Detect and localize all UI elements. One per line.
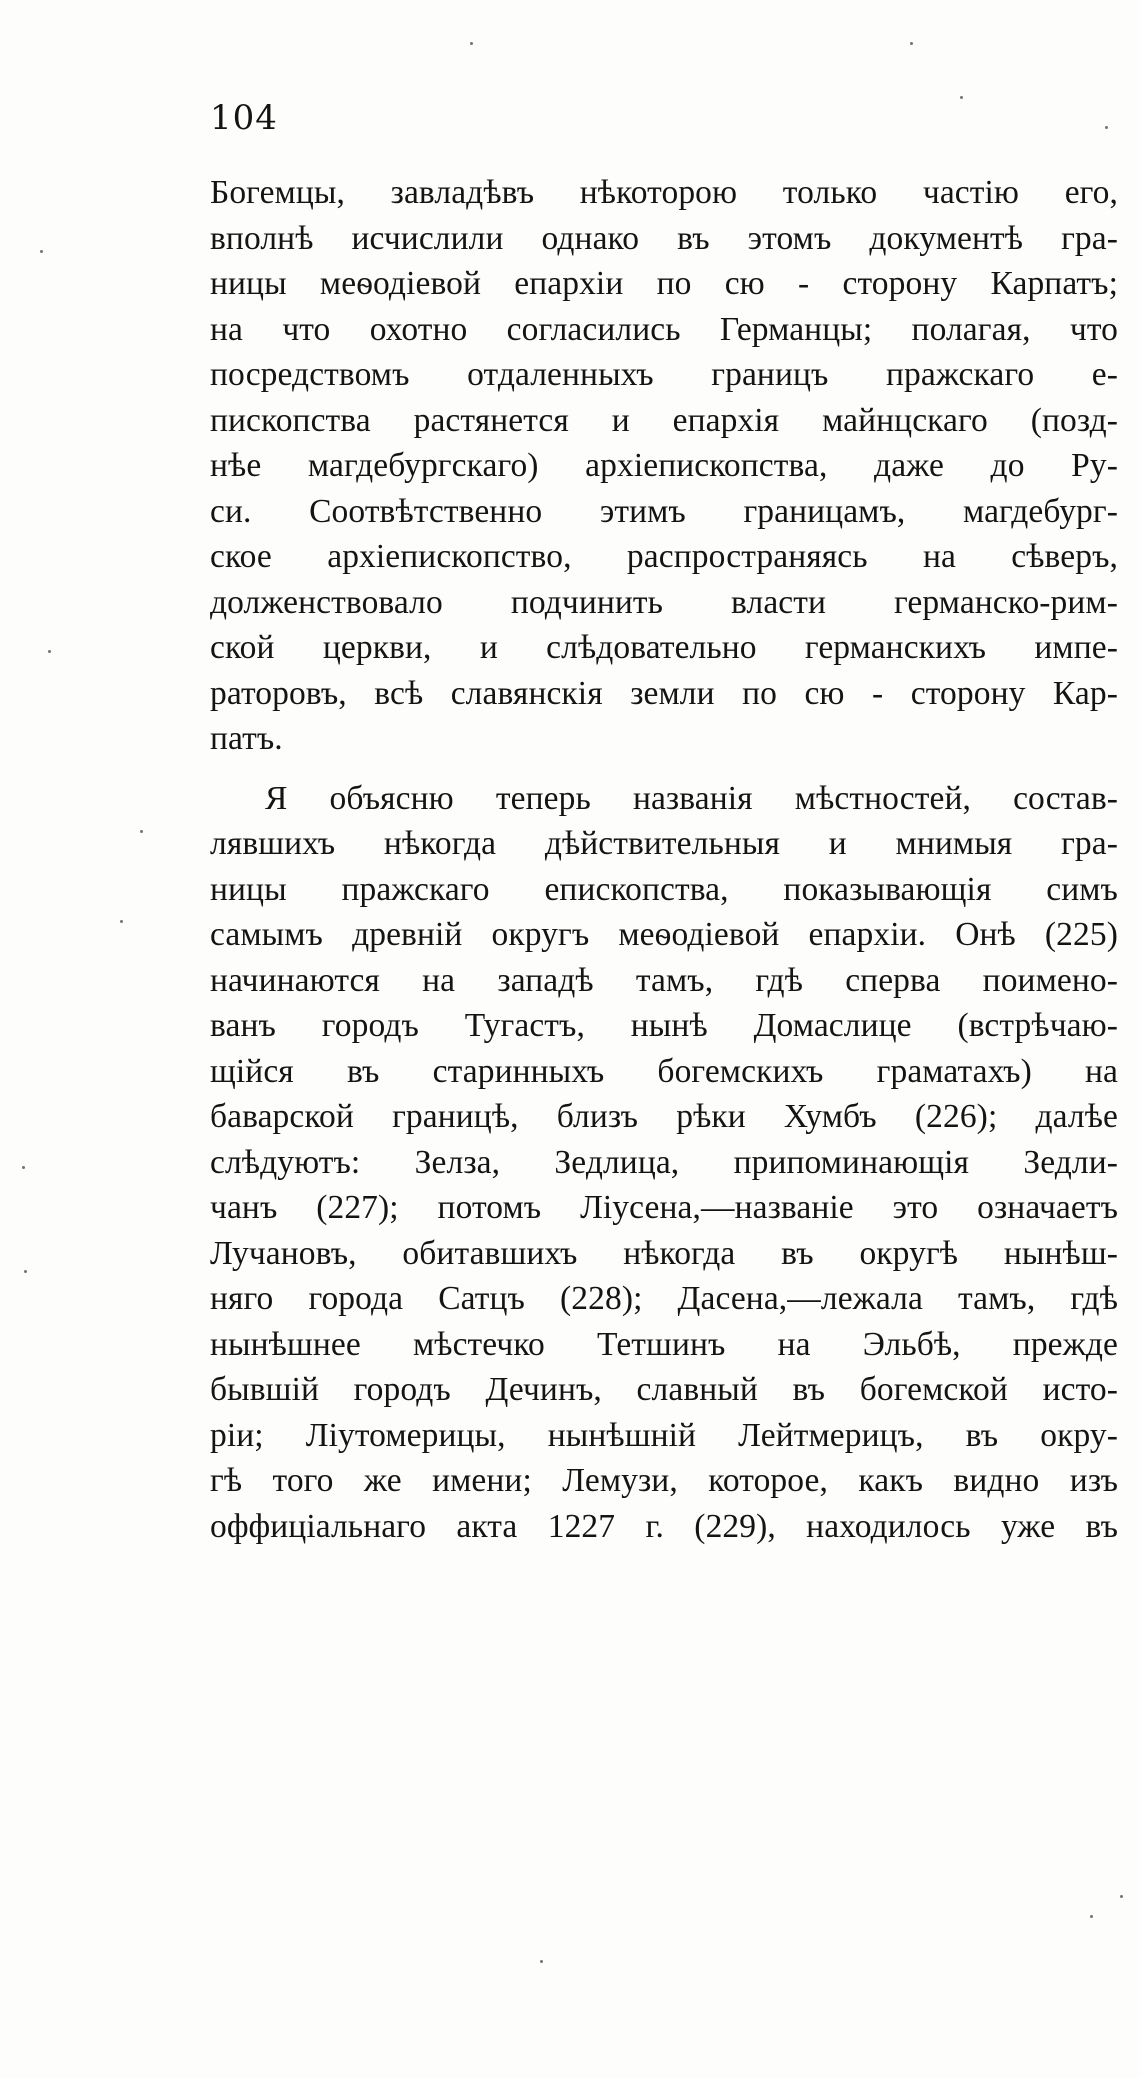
scan-speck — [120, 920, 123, 923]
scan-speck — [960, 96, 963, 99]
text-line: си. Соотвѣтственно этимъ границамъ, магдебург- — [210, 492, 1118, 530]
text-line: Богемцы, завладѣвъ нѣкоторою только частію его, — [210, 174, 1118, 211]
scan-speck — [1120, 1895, 1123, 1898]
scan-speck — [22, 1166, 25, 1169]
text-line: на что охотно согласились Германцы; полагая, что — [210, 310, 1118, 348]
scan-speck — [40, 250, 43, 253]
text-line: няго города Сатцъ (228); Дасена,—лежала тамъ, гдѣ — [210, 1280, 1118, 1317]
paragraph-1 — [210, 170, 1118, 762]
text-line: щійся въ старинныхъ богемскихъ граматахъ) на — [210, 1052, 1118, 1090]
scan-speck — [910, 42, 913, 45]
text-line: бывшій городъ Дечинъ, славный въ богемской исто- — [210, 1371, 1118, 1408]
text-line: лявшихъ нѣкогда дѣйствительныя и мнимыя гра- — [210, 825, 1118, 862]
text-line: гѣ того же имени; Лемузи, которое, какъ видно изъ — [210, 1462, 1118, 1499]
text-line: ріи; Ліутомерицы, нынѣшній Лейтмерицъ, въ окру- — [210, 1416, 1118, 1454]
text-line: баварской границѣ, близъ рѣки Хумбъ (226); далѣе — [210, 1098, 1118, 1135]
scan-speck — [470, 42, 473, 45]
page-number: 104 — [210, 98, 278, 138]
text-line: ское архіепископство, распространяясь на сѣверъ, — [210, 538, 1118, 575]
scan-speck — [540, 1960, 543, 1963]
text-line: самымъ древній округъ меѳодіевой епархіи. Онѣ (225) — [210, 916, 1118, 953]
scan-speck — [1105, 126, 1108, 129]
text-line: ницы меѳодіевой епархіи по сю - сторону Карпатъ; — [210, 265, 1118, 302]
text-line: нынѣшнее мѣстечко Тетшинъ на Эльбѣ, прежде — [210, 1325, 1118, 1363]
text-line: ской церкви, и слѣдовательно германскихъ импе- — [210, 629, 1118, 666]
paragraph-2 — [210, 776, 1118, 1550]
text-line: долженствовало подчинить власти германско-рим- — [210, 583, 1118, 621]
text-line: вполнѣ исчислили однако въ этомъ документѣ гра- — [210, 219, 1118, 257]
scan-speck — [48, 650, 51, 653]
text-line: раторовъ, всѣ славянскія земли по сю - сторону Кар- — [210, 674, 1118, 712]
text-line: Лучановъ, обитавшихъ нѣкогда въ округѣ нынѣш- — [210, 1234, 1118, 1272]
text-line: посредствомъ отдаленныхъ границъ пражскаго е- — [210, 356, 1118, 393]
scan-speck — [24, 1270, 27, 1273]
text-line: Я объясню теперь названія мѣстностей, состав- — [265, 779, 1118, 817]
text-line: нѣе магдебургскаго) архіепископства, даже до Ру- — [210, 447, 1118, 484]
scan-speck — [1090, 1915, 1093, 1918]
text-line: патъ. — [210, 720, 283, 757]
text-line: ванъ городъ Тугастъ, нынѣ Домаслице (встрѣчаю- — [210, 1007, 1118, 1044]
text-line: начинаются на западѣ тамъ, гдѣ сперва поимено- — [210, 961, 1118, 999]
text-line: ницы пражскаго епископства, показывающія симъ — [210, 870, 1118, 908]
text-line: слѣдуютъ: Зелза, Зедлица, припоминающія Зедли- — [210, 1143, 1118, 1181]
text-line: оффиціальнаго акта 1227 г. (229), находилось уже въ — [210, 1507, 1118, 1545]
scan-speck — [140, 830, 143, 833]
body-text — [210, 170, 1118, 1549]
text-line: пископства растянется и епархія майнцскаго (позд- — [210, 401, 1118, 439]
text-line: чанъ (227); потомъ Ліусена,—названіе это означаетъ — [210, 1189, 1118, 1226]
